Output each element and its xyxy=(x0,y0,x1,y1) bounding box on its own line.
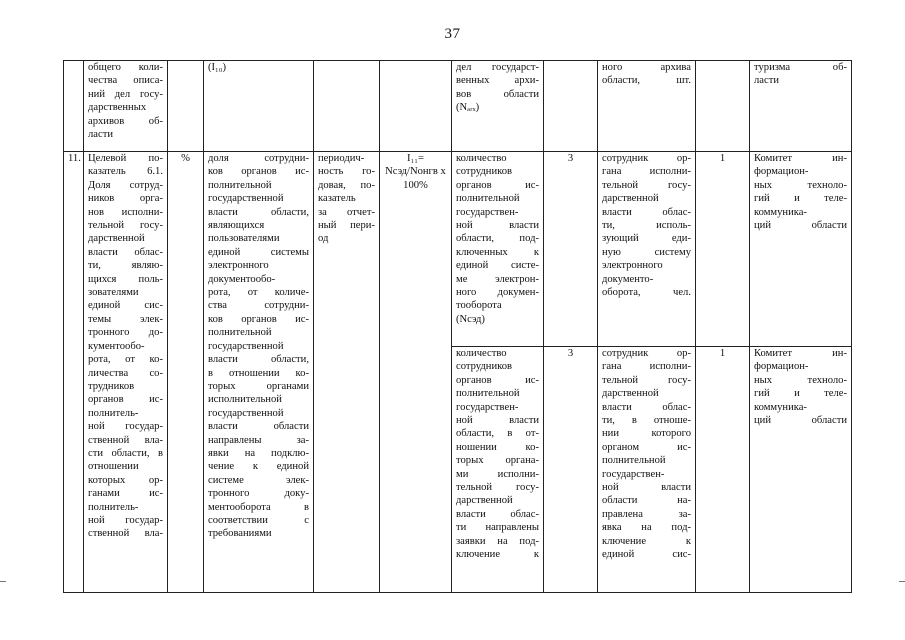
text-line: I₁₁= xyxy=(407,153,424,164)
text-line: полнитель- xyxy=(88,501,139,513)
scan-edge-mark xyxy=(0,581,6,582)
text-line: ти, в отноше- xyxy=(602,415,691,427)
text-line: чение к единой xyxy=(208,461,309,473)
text-line: (I₁₀) xyxy=(208,62,226,73)
text-line: пользователями xyxy=(208,233,280,245)
text-line: ключенных к xyxy=(456,246,539,258)
text-line: единой систе- xyxy=(456,260,539,272)
text-line: власти области xyxy=(208,421,309,433)
text-line: дарственной xyxy=(602,193,659,205)
formula-cell xyxy=(380,61,452,152)
text-line: явка на под- xyxy=(602,522,691,534)
text-line: ных техноло- xyxy=(754,374,847,386)
text-line: органов ис- xyxy=(456,179,539,191)
text-line: общего коли- xyxy=(88,62,163,73)
text-line: ков органов ис- xyxy=(208,166,309,178)
text-line: тельной госу- xyxy=(88,220,163,232)
definition-cell xyxy=(204,61,314,152)
text-line: сотрудников xyxy=(456,166,513,178)
text-line: дарственных xyxy=(88,102,147,114)
text-line: государствен- xyxy=(456,206,519,218)
text-line: формацион- xyxy=(754,361,809,373)
text-line: казатель 6.1. xyxy=(88,166,163,178)
text-line: системе элек- xyxy=(208,474,309,486)
text-line: довая, по- xyxy=(318,179,375,191)
text-line: ти, являю- xyxy=(88,260,163,272)
text-line: коммуника- xyxy=(754,206,807,218)
text-line: сотрудник ор- xyxy=(602,348,691,359)
text-line: власти области, xyxy=(208,354,309,366)
text-line: Доля сотруд- xyxy=(88,179,163,191)
text-line: ность го- xyxy=(318,166,375,178)
text-line: ственной вла- xyxy=(88,528,163,540)
collection-method-cell: 3 xyxy=(544,152,598,347)
periodicity-cell xyxy=(314,61,380,152)
text-line: дел государст- xyxy=(456,62,539,73)
text-line: в отношении ко- xyxy=(208,367,309,379)
text-line: власти облас- xyxy=(602,401,691,413)
organization-cell xyxy=(750,61,852,152)
text-line: тельной госу- xyxy=(602,374,691,386)
text-line: ной власти xyxy=(602,482,691,494)
text-line: личества со- xyxy=(88,367,163,379)
page-number: 37 xyxy=(444,26,461,42)
text-line: области, под- xyxy=(456,233,539,245)
basic-indicator-cell xyxy=(452,61,544,152)
text-line: требованиями xyxy=(208,528,272,540)
text-line: тельной госу- xyxy=(456,482,539,494)
periodicity-cell xyxy=(314,152,380,593)
unit-cell: % xyxy=(168,152,204,593)
responsible-cell xyxy=(598,152,696,347)
formula-cell xyxy=(380,152,452,593)
organization-cell xyxy=(750,347,852,593)
text-line: государствен- xyxy=(602,468,665,480)
text-line: зователями xyxy=(88,287,139,299)
text-line: оборота, чел. xyxy=(602,287,691,299)
text-line: которых ор- xyxy=(88,474,163,486)
text-line: сотрудников xyxy=(456,361,513,373)
text-line: государственной xyxy=(208,407,284,419)
text-line: формацион- xyxy=(754,166,809,178)
text-line: рота, от ко- xyxy=(88,354,163,366)
text-line: тооборота xyxy=(456,300,502,312)
text-line: государствен- xyxy=(456,401,519,413)
text-line: рота, от количе- xyxy=(208,287,309,299)
text-line: ласти xyxy=(88,129,113,141)
text-line: полнительной xyxy=(456,193,520,205)
text-line: ный пери- xyxy=(318,220,375,232)
basic-indicator-cell xyxy=(452,347,544,593)
responsible-cell xyxy=(598,347,696,593)
text-line: ства сотрудни- xyxy=(208,300,309,312)
text-line: ний дел госу- xyxy=(88,88,163,100)
text-line: полнительной xyxy=(208,179,272,191)
subject-code-cell xyxy=(696,61,750,152)
text-line: власти облас- xyxy=(88,246,163,258)
organization-cell xyxy=(750,152,852,347)
basic-indicator-cell xyxy=(452,152,544,347)
text-line: гана исполни- xyxy=(602,361,691,373)
text-line: исполнительной xyxy=(208,394,282,406)
text-line: ной государ- xyxy=(88,514,163,526)
text-line: торых органами xyxy=(208,380,309,392)
text-line: ти, исполь- xyxy=(602,220,691,232)
text-line: сотрудник ор- xyxy=(602,153,691,164)
text-line: ной власти xyxy=(456,220,539,232)
text-line: ношении ко- xyxy=(456,441,539,453)
indicator-name-cell xyxy=(84,61,168,152)
text-line: периодич- xyxy=(318,153,365,164)
text-line: ного архива xyxy=(602,62,691,73)
text-line: ников орга- xyxy=(88,193,163,205)
text-line: ментооборота в xyxy=(208,501,309,513)
text-line: органов ис- xyxy=(88,394,163,406)
text-line: полнительной xyxy=(602,455,666,467)
text-line: области на- xyxy=(602,495,691,507)
text-line: ков органов ис- xyxy=(208,313,309,325)
text-line: ций области xyxy=(754,415,847,427)
unit-cell xyxy=(168,61,204,152)
text-line: гий и теле- xyxy=(754,388,847,400)
text-line: полнитель- xyxy=(88,407,139,419)
text-line: кументообо- xyxy=(88,340,145,352)
text-line: ти направлены xyxy=(456,522,539,534)
text-line: чества описа- xyxy=(88,75,163,87)
indicator-table xyxy=(63,60,852,593)
text-line: органов ис- xyxy=(456,374,539,386)
text-line: ме электрон- xyxy=(456,273,539,285)
subject-code-cell: 1 xyxy=(696,347,750,593)
text-line: электронного xyxy=(602,260,663,272)
text-line: ной власти xyxy=(456,415,539,427)
text-line: документо- xyxy=(602,273,654,285)
subject-code-cell: 1 xyxy=(696,152,750,347)
text-line: единой сис- xyxy=(88,300,163,312)
text-line: власти облас- xyxy=(602,206,691,218)
text-line: вов области xyxy=(456,88,539,100)
text-line: од xyxy=(318,233,329,245)
text-line: направлены за- xyxy=(208,434,309,446)
text-line: ную систему xyxy=(602,246,691,258)
text-line: области, шт. xyxy=(602,75,691,87)
text-line: являющихся xyxy=(208,220,265,232)
text-line: явки на подклю- xyxy=(208,447,309,459)
text-line: правлена за- xyxy=(602,508,691,520)
text-line: ных техноло- xyxy=(754,179,847,191)
responsible-cell xyxy=(598,61,696,152)
collection-method-cell xyxy=(544,61,598,152)
text-line: гана исполни- xyxy=(602,166,691,178)
text-line: единой сис- xyxy=(602,549,691,561)
text-line: дарственной xyxy=(88,233,145,245)
text-line: государственной xyxy=(208,193,284,205)
collection-method-cell: 3 xyxy=(544,347,598,593)
text-line: доля сотрудни- xyxy=(208,153,309,164)
text-line: количество xyxy=(456,153,507,164)
text-line: власти области, xyxy=(208,206,309,218)
text-line: венных архи- xyxy=(456,75,539,87)
text-line: зующий еди- xyxy=(602,233,691,245)
text-line: сти области, в xyxy=(88,447,163,459)
text-line: электронного xyxy=(208,260,269,272)
row-number-cell: 11. xyxy=(64,152,84,593)
text-line: тельной госу- xyxy=(602,179,691,191)
text-line: соответствии с xyxy=(208,514,309,526)
text-line: 100% xyxy=(403,179,428,191)
text-line: Комитет ин- xyxy=(754,348,847,359)
indicator-name-cell xyxy=(84,152,168,593)
text-line: единой системы xyxy=(208,246,309,258)
table-row-continued xyxy=(64,61,852,152)
text-line: туризма об- xyxy=(754,62,847,73)
text-line: торых органа- xyxy=(456,455,539,467)
text-line: ключение к xyxy=(456,549,539,561)
text-line: количество xyxy=(456,348,507,359)
text-line: дарственной xyxy=(602,388,659,400)
text-line: Комитет ин- xyxy=(754,153,847,164)
text-line: ганами ис- xyxy=(88,488,163,500)
text-line: заявки на под- xyxy=(456,535,539,547)
text-line: Целевой по- xyxy=(88,153,163,164)
definition-cell xyxy=(204,152,314,593)
text-line: ций области xyxy=(754,220,847,232)
text-line: (Nсэд) xyxy=(456,313,485,325)
text-line: (Nₐᵣₓ) xyxy=(456,102,480,114)
text-line: коммуника- xyxy=(754,401,807,413)
text-line: полнительной xyxy=(208,327,272,339)
text-line: ного докумен- xyxy=(456,287,539,299)
text-line: архивов об- xyxy=(88,115,163,127)
text-line: дарственной xyxy=(456,495,513,507)
text-line: темы элек- xyxy=(88,313,163,325)
text-line: области, в от- xyxy=(456,428,539,440)
text-line: ключение к xyxy=(602,535,691,547)
text-line: ственной вла- xyxy=(88,434,163,446)
text-line: власти облас- xyxy=(456,508,539,520)
text-line: нии которого xyxy=(602,428,691,440)
text-line: органом ис- xyxy=(602,441,691,453)
text-line: казатель xyxy=(318,193,356,205)
text-line: ной государ- xyxy=(88,421,163,433)
text-line: за отчет- xyxy=(318,206,375,218)
text-line: Nсэд/Nонгв x xyxy=(385,166,446,178)
text-line: трудников xyxy=(88,380,135,392)
text-line: отношении xyxy=(88,461,139,473)
text-line: полнительной xyxy=(456,388,520,400)
text-line: ласти xyxy=(754,75,779,87)
text-line: тронного до- xyxy=(88,327,163,339)
scan-edge-mark xyxy=(899,581,905,582)
text-line: щихся поль- xyxy=(88,273,163,285)
text-line: документообо- xyxy=(208,273,276,285)
text-line: тронного доку- xyxy=(208,488,309,500)
text-line: государственной xyxy=(208,340,284,352)
text-line: ми исполни- xyxy=(456,468,539,480)
text-line: гий и теле- xyxy=(754,193,847,205)
table-row-11a xyxy=(64,152,852,347)
text-line: нов исполни- xyxy=(88,206,163,218)
row-number-cell xyxy=(64,61,84,152)
